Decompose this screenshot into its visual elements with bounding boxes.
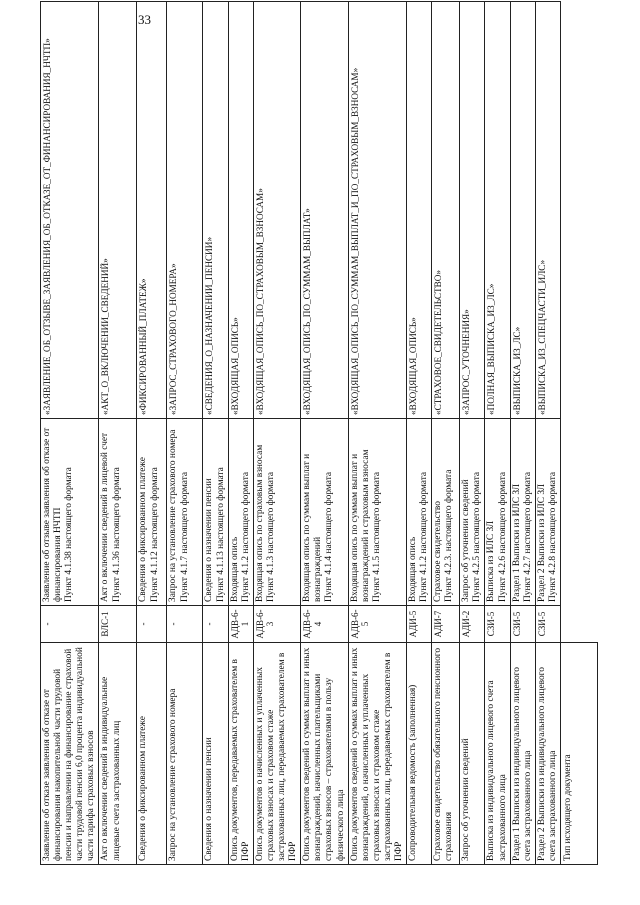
table-row <box>167 2 203 865</box>
reference-cell: Входящая опись по суммам выплат и вознаграждений и страховым взносам Пункт 4.1.5 настоящего формата <box>348 419 406 606</box>
doc-name-cell: Сведения о назначении пенсии <box>203 643 228 865</box>
form-code-cell: ВЛС-1 <box>99 606 137 643</box>
doc-name-cell: Опись документов, передаваемых страхователем в ПФР <box>228 643 253 865</box>
reference-cell: Заявление об отзыве заявления об отказе от финансирования НЧТП Пункт 4.1.38 настоящего формата <box>41 419 99 606</box>
reference-cell: Акт о включении сведений в лицевой счет Пункт 4.1.36 настоящего формата <box>99 419 137 606</box>
xml-tag-cell: «ВЫПИСКА_ИЗ_СПЕЦЧАСТИ_ИЛС» <box>535 2 560 419</box>
doc-name-cell: Страховое свидетельство обязательного пенсионного страхования <box>432 643 460 865</box>
xml-tag-cell: «ЗАПРОС_СТРАХОВОГО_НОМЕРА» <box>167 2 203 419</box>
reference-cell: Страховое свидетельство Пункт 4.2.3. настоящего формата <box>432 419 460 606</box>
doc-name-cell: Опись документов о начисленных и уплаченных страховых взносах и страховом стаже застрахованных лиц, передаваемых страхователем в ПФР <box>253 643 300 865</box>
reference-cell: Выписка из ИЛС ЗЛ Пункт 4.2.6 настоящего формата <box>485 419 510 606</box>
doc-name-cell: Опись документов сведений о суммах выплат и иных вознаграждений, начисленных плательщиками страховых взносов – страхователями в пользу физического лица <box>301 643 348 865</box>
rotated-table-page <box>40 5 640 865</box>
form-code-cell: СЗИ-5 <box>535 606 560 643</box>
side-header-cell: Тип исходящего документа <box>561 643 598 865</box>
form-code-cell: АДИ-2 <box>460 606 485 643</box>
table-row <box>228 2 253 865</box>
table-row <box>348 2 406 865</box>
table-row <box>41 2 99 865</box>
table-row <box>137 2 167 865</box>
xml-tag-cell: «ВХОДЯЩАЯ_ОПИСЬ_ПО_СТРАХОВЫМ_ВЗНОСАМ» <box>253 2 300 419</box>
form-code-cell: АДВ-6-1 <box>228 606 253 643</box>
doc-name-cell: Сведения о фиксированном платеже <box>137 643 167 865</box>
xml-tag-cell: «ВХОДЯЩАЯ_ОПИСЬ_ПО_СУММАМ_ВЫПЛАТ» <box>301 2 348 419</box>
form-code-cell: - <box>137 606 167 643</box>
reference-cell: Запрос на установление страхового номера Пункт 4.1.7 настоящего формата <box>167 419 203 606</box>
form-code-cell: АДВ-6-5 <box>348 606 406 643</box>
form-code-cell: АДВ-6-4 <box>301 606 348 643</box>
doc-name-cell: Запрос об уточнении сведений <box>460 643 485 865</box>
reference-cell: Входящая опись по суммам выплат и вознаграждений Пункт 4.1.4 настоящего формата <box>301 419 348 606</box>
table-row <box>203 2 228 865</box>
side-header-row <box>561 2 598 865</box>
reference-cell: Входящая опись Пункт 4.1.2 настоящего формата <box>228 419 253 606</box>
page-number: 33 <box>138 12 151 27</box>
xml-tag-cell: «ЗАЯВЛЕНИЕ_ОБ_ОТЗЫВЕ_ЗАЯВЛЕНИЯ_ОБ_ОТКАЗЕ_ОТ_ФИНАНСИРОВАНИЯ_НЧТП» <box>41 2 99 419</box>
table-row <box>535 2 560 865</box>
doc-name-cell: Запрос на установление страхового номера <box>167 643 203 865</box>
doc-name-cell: Выписка из индивидуального лицевого счета застрахованного лица <box>485 643 510 865</box>
doc-name-cell: Раздел 2 Выписки из индивидуального лицевого счета застрахованного лица <box>535 643 560 865</box>
table-row <box>485 2 510 865</box>
form-code-cell: - <box>203 606 228 643</box>
doc-name-cell: Акт о включении сведений в индивидуальные лицевые счета застрахованных лиц <box>99 643 137 865</box>
form-code-cell: АДИ-5 <box>407 606 432 643</box>
doc-name-cell: Опись документов сведений о суммах выплат и иных вознаграждений, о начисленных и уплаченных страховых взносах и страховом стаже застрахованных лиц, передаваемых страхователем в ПФР <box>348 643 406 865</box>
xml-tag-cell: «АКТ_О_ВКЛЮЧЕНИИ_СВЕДЕНИЙ» <box>99 2 137 419</box>
xml-tag-cell: «СТРАХОВОЕ_СВИДЕТЕЛЬСТВО» <box>432 2 460 419</box>
empty-cell <box>561 419 598 606</box>
xml-tag-cell: «СВЕДЕНИЯ_О_НАЗНАЧЕНИИ_ПЕНСИИ» <box>203 2 228 419</box>
reference-cell: Входящая опись по страховым взносам Пункт 4.1.3 настоящего формата <box>253 419 300 606</box>
form-code-cell: - <box>167 606 203 643</box>
form-code-cell: - <box>41 606 99 643</box>
xml-tag-cell: «ПОЛНАЯ_ВЫПИСКА_ИЗ_ЛС» <box>485 2 510 419</box>
reference-cell: Раздел 2 Выписки из ИЛС ЗЛ Пункт 4.2.8 настоящего формата <box>535 419 560 606</box>
xml-tag-cell: «ФИКСИРОВАННЫЙ_ПЛАТЕЖ» <box>137 2 167 419</box>
table-row <box>301 2 348 865</box>
table-row <box>460 2 485 865</box>
form-code-cell: АДИ-7 <box>432 606 460 643</box>
reference-cell: Сведения о фиксированном платеже Пункт 4.1.12 настоящего формата <box>137 419 167 606</box>
doc-name-cell: Заявление об отказе заявления об отказе от финансирования накопительной части трудовой пенсии и направлении на финансирование страховой части трудовой пенсии 6,0 процента индивидуальной части тарифа страховых взносов <box>41 643 99 865</box>
xml-tag-cell: «ЗАПРОС_УТОЧНЕНИЯ» <box>460 2 485 419</box>
reference-cell: Входящая опись Пункт 4.1.2 настоящего формата <box>407 419 432 606</box>
form-code-cell: СЗИ-5 <box>510 606 535 643</box>
reference-cell: Сведения о назначении пенсии Пункт 4.1.13 настоящего формата <box>203 419 228 606</box>
table-row <box>99 2 137 865</box>
empty-cell <box>561 2 598 419</box>
table-row <box>510 2 535 865</box>
table-row <box>407 2 432 865</box>
form-code-cell: АДВ-6-3 <box>253 606 300 643</box>
table-row <box>253 2 300 865</box>
empty-cell <box>561 606 598 643</box>
xml-tag-cell: «ВХОДЯЩАЯ_ОПИСЬ» <box>228 2 253 419</box>
xml-tag-cell: «ВЫПИСКА_ИЗ_ЛС» <box>510 2 535 419</box>
table-row <box>432 2 460 865</box>
reference-cell: Раздел 1 Выписки из ИЛС ЗЛ Пункт 4.2.7 настоящего формата <box>510 419 535 606</box>
form-code-cell: СЗИ-5 <box>485 606 510 643</box>
xml-tag-cell: «ВХОДЯЩАЯ_ОПИСЬ» <box>407 2 432 419</box>
reference-cell: Запрос об уточнении сведений Пункт 4.2.5 настоящего формата <box>460 419 485 606</box>
doc-name-cell: Сопроводительная ведомость (заполненная) <box>407 643 432 865</box>
document-types-table <box>40 1 598 865</box>
doc-name-cell: Раздел 1 Выписки из индивидуального лицевого счета застрахованного лица <box>510 643 535 865</box>
xml-tag-cell: «ВХОДЯЩАЯ_ОПИСЬ_ПО_СУММАМ_ВЫПЛАТ_И_ПО_СТРАХОВЫМ_ВЗНОСАМ» <box>348 2 406 419</box>
